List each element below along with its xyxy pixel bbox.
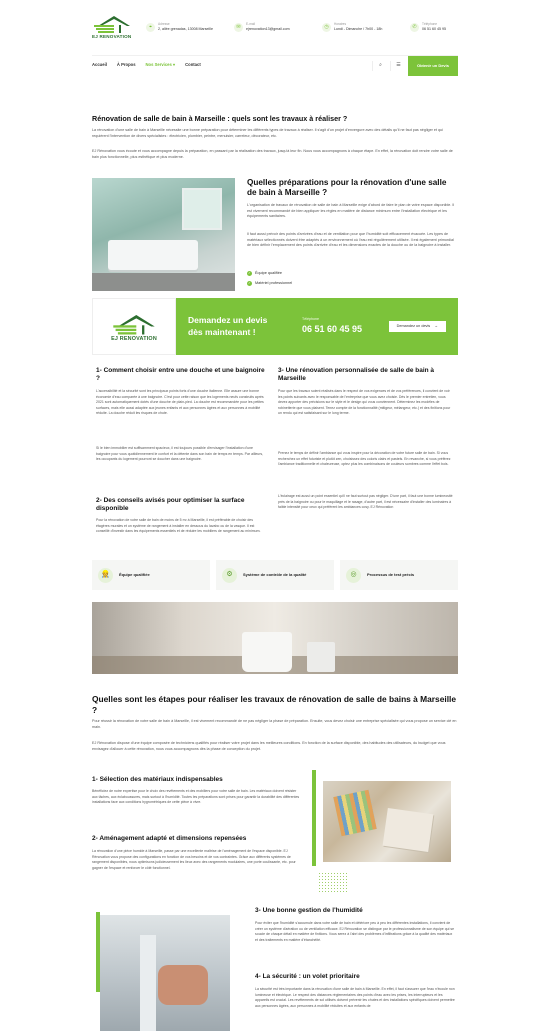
check-item bbox=[247, 281, 292, 287]
clock-icon: ◷ bbox=[322, 23, 331, 32]
column-heading: 1- Comment choisir entre une douche et une baignoire ? bbox=[96, 367, 265, 383]
section-title: Rénovation de salle de bain à Marseille : quels sont les travaux à réaliser ? bbox=[92, 114, 348, 123]
request-quote-button[interactable] bbox=[389, 321, 446, 333]
banner-phone bbox=[302, 317, 362, 335]
materials-image bbox=[323, 781, 451, 862]
main-nav bbox=[92, 55, 458, 75]
quote-banner-content bbox=[176, 298, 458, 355]
paragraph: Pour la rénovation de votre salle de bain de moins de 5 m² à Marseille, il est préférable de choisir des étagères murales et un système de rangement à installer en dessous du lavabo ou de la vasque. Il est conseillé d'investir dans les équipements essentiels et de réduire les mobiliers de rangement au minimum. bbox=[96, 518, 261, 534]
contact-value: 2, allée grenadas, 13008 Marseille bbox=[158, 26, 213, 31]
nav-item-contact[interactable]: Contact bbox=[185, 62, 201, 68]
paragraph: La rénovation d'une pièce humide à Marseille, passe par une excellente maîtrise de l'aménagement de l'espace disponible. EJ Rénovation vous propose des configurations en fonction de vos besoins et de vos contraintes. Grâce aux différents systèmes de rangement disponibles, nous optimisons judicieusement les lieux avec des rangements modulaires, une porte coulissante, etc. pour gagner de l'espace et renforcer le côté fonctionnel. bbox=[92, 849, 296, 870]
nav-item-accueil[interactable]: Accueil bbox=[92, 62, 107, 68]
bathroom-image bbox=[92, 178, 235, 291]
feature-item bbox=[216, 560, 334, 590]
contact-value[interactable]: 06 51 60 45 95 bbox=[422, 26, 446, 31]
contact-label: E-mail bbox=[246, 22, 256, 26]
check-icon: ✓ bbox=[248, 271, 251, 276]
header-top bbox=[92, 12, 458, 42]
contact-info bbox=[146, 22, 460, 32]
logo-text: EJ RENOVATION bbox=[92, 34, 132, 39]
phone-number[interactable]: 06 51 60 45 95 bbox=[302, 323, 363, 334]
paragraph: Pour réussir la rénovation de votre salle de bain à Marseille, il est vivement recommandé de ne pas négliger la phase de préparation. Ensuite, vous devez choisir une entreprise spécialisée qui vous propose un service clé en main. bbox=[92, 719, 457, 729]
feature-label: Équipe qualifiée bbox=[119, 572, 150, 578]
feature-label: Système de contrôle de la qualité bbox=[243, 572, 307, 578]
contact-label: Horaires bbox=[334, 22, 347, 26]
contact-value: Lundi - Dimanche / 7h00 - 18h bbox=[334, 26, 383, 31]
contact-label: Adresse bbox=[158, 22, 170, 26]
house-logo-icon bbox=[111, 310, 157, 336]
contact-label: Téléphone bbox=[422, 22, 438, 26]
plumbing-image bbox=[100, 915, 230, 1031]
column-heading: 3- Une rénovation personnalisée de salle de bain à Marseille bbox=[278, 367, 435, 383]
target-icon: ◎ bbox=[346, 568, 361, 583]
check-label: Équipe qualifiée bbox=[255, 271, 283, 275]
checklist bbox=[247, 271, 292, 290]
phone-icon: ✆ bbox=[410, 23, 419, 32]
house-logo-icon bbox=[92, 12, 132, 34]
features-bar bbox=[92, 560, 458, 590]
paragraph: Si le bien immobilier est suffisamment spacieux, il est toujours possible d'envisager l'installation d'une baignoire pour vous quotidiennement le confort et la détente dans son bain de temps en temps. Par ailleurs, les occupants du logement pourront se doucher dans une baignoire. bbox=[96, 446, 264, 462]
section-title: Quelles sont les étapes pour réaliser les travaux de rénovation de salle de bains à Marseille ? bbox=[92, 694, 457, 715]
mail-icon: ✉ bbox=[234, 23, 243, 32]
contact-value[interactable]: ejrenovation13@gmail.com bbox=[246, 26, 290, 31]
step-heading: 1- Sélection des matériaux indispensables bbox=[92, 776, 223, 783]
contact-email[interactable] bbox=[234, 22, 312, 32]
paragraph: La sécurité est très importante dans la rénovation d'une salle de bain à Marseille. En effet, il faut s'assurer que l'eau n'écoule non lumineuse et électrique. Le respect des distances réglementaires des points d'eau avec les prises, les interrupteurs et les appareils est crucial. Les revêtements de sol utilisés doivent prévenir les chutes et des installations spécifiques doivent permettre aux personnes âgées, aux personnes à mobilité réduites et aux enfants de bbox=[255, 987, 455, 1008]
paragraph: L'éclairage est aussi un point essentiel qu'il ne faut surtout pas négliger. D'une part, il faut une bonne lumineosité près de la baignoire ou pour le maquillage et le rasage, d'autre part, il est nécessaire d'installer des luminaires à faible intensité pour ceux qui préfèrent les ambiances cosy. EJ Rénovation bbox=[278, 494, 453, 510]
nav-item-nos-services[interactable] bbox=[146, 62, 176, 68]
phone-label: Téléphone bbox=[302, 317, 319, 322]
team-icon: 👷 bbox=[98, 568, 113, 583]
paragraph: Il faut aussi prévoir des points d'arrivées d'eau et de ventilation pour que l'humidité soit efficacement évacuée. Les types de matériaux sélectionnés doivent être adaptés à un environnement où l'eau est régulièrement utilisée. Il est également primordial de bien définir l'emplacement des points d'arrivée d'eau et les dimensions exactes de la douche ou de la baignoire à installer. bbox=[247, 232, 454, 248]
column-heading: 2- Des conseils avisés pour optimiser la surface disponible bbox=[96, 497, 245, 513]
request-quote-button-label: Demandez un devis bbox=[396, 323, 431, 328]
paragraph: La rénovation d'une salle de bain à Marseille nécessite une bonne préparation pour déterminer les différents types de travaux à réaliser. Il s'agit d'un projet d'envergure avec des détails qu'il ne faut pas négliger et qui requièrent l'intervention de divers spécialistes : électricien, plombier, peintre, menuisier, carreleur, décorateur, etc. bbox=[92, 128, 443, 138]
check-icon: ✓ bbox=[248, 280, 251, 285]
section-title: Quelles préparations pour la rénovation d'une salle de bain à Marseille ? bbox=[247, 178, 447, 198]
paragraph: Pour éviter que l'humidité s'accumule dans votre salle de bain et détériore peu à peu les différentes installations, il convient de créer un système d'aération ou de ventilation efficace. EJ Rénovation se distingue par le professionnalisme de son équipe qui se soucie de chaque détail en matière de finitions. Vous serez à l'abri des problèmes d'infiltrations grâce à la qualité des matériaux et des traitements en matière d'étanchéité. bbox=[255, 921, 455, 942]
menu-icon[interactable]: ☰ bbox=[390, 61, 400, 71]
logo-text: EJ RENOVATION bbox=[111, 335, 157, 342]
paragraph: Bénéficiez de notre expertise pour le choix des revêtements et des mobiliers pour votre salle de bain. Les matériaux doivent résister aux tâches, aux éclaboussures, mais surtout à l'humidité. Toutes les préparations sont prises pour garantir la durabilité des différentes installations face aux conditions hygrométriques de cette pièce à vivre. bbox=[92, 789, 300, 805]
contact-address bbox=[146, 22, 224, 32]
check-item bbox=[247, 271, 292, 277]
quality-check-icon: ⚙ bbox=[222, 568, 237, 583]
contact-phone[interactable] bbox=[410, 22, 460, 32]
search-icon[interactable]: ⌕ bbox=[372, 61, 382, 71]
chevron-down-icon: ▾ bbox=[173, 62, 176, 68]
paragraph: Prenez le temps de définir l'ambiance qui vous inspire pour la décoration de votre future salle de bain. Si vous recherchez un effet futuriste et plutôt zen, choisissez des coloris clairs et pastels. En revanche, si vous préférez l'ambiance traditionnelle et chaleureuse, optez plus les combinaisons de couleurs sombres comme l'effet bois. bbox=[278, 451, 451, 467]
renovation-tools-image bbox=[92, 602, 458, 674]
step-heading: 2- Aménagement adapté et dimensions repensées bbox=[92, 835, 247, 842]
paragraph: L'organisation de travaux de rénovation de salle de bain à Marseille exige d'abord de faire le plan de votre espace disponible. Il est vivement recommandé de bien appliquer les règles en matière de distance minimum entre l'installation électrique et les équipements sanitaires. bbox=[247, 203, 455, 219]
map-pin-icon: ⌖ bbox=[146, 23, 155, 32]
feature-label: Processus de test précis bbox=[367, 572, 415, 578]
quote-banner bbox=[92, 298, 458, 355]
get-quote-button[interactable]: Obtenir un Devis bbox=[408, 56, 458, 76]
banner-logo bbox=[92, 298, 176, 355]
feature-item bbox=[340, 560, 458, 590]
nav-item-label: Nos Services bbox=[145, 62, 172, 68]
nav-item-a-propos[interactable]: À Propos bbox=[116, 62, 136, 68]
check-label: Matériel professionnel bbox=[255, 280, 293, 285]
contact-hours bbox=[322, 22, 400, 32]
site-logo[interactable] bbox=[92, 12, 132, 42]
arrow-right-icon: → bbox=[434, 323, 438, 328]
step-heading: 3- Une bonne gestion de l'humidité bbox=[255, 907, 363, 914]
decorative-dots bbox=[318, 872, 348, 892]
feature-item bbox=[92, 560, 210, 590]
paragraph: Pour que les travaux soient réalisés dans le respect de vos exigences et de vos préférences, il convient de voir les points suivants avec le responsable de l'entreprise que vous avez choisie. Dès le premier entretien, vous devez apporter des précisions sur le style et le design qui vous conviennent. Déterminez les modèles de robinetterie que vous plaisent. Tenez compte de la fonctionnalité (mitigeur, mélangeur, etc.) et des finitions pour un rendu qui est satisfaisant sur le long terme. bbox=[278, 389, 451, 416]
paragraph: EJ Rénovation dispose d'une équipe composée de techniciens qualifiés pour réaliser votre projet dans les meilleures conditions. En fonction de la surface disponible, des habitudes des utilisateurs, du budget que vous envisagez d'allouer à cette rénovation, nous vous accompagnons dès la phase de conception du projet. bbox=[92, 741, 446, 751]
paragraph: L'accessibilité et la sécurité sont les principaux points forts d'une douche italienne. Elle assure une bonne économie d'eau comparée à une baignoire. C'est pour cette raison que les logements neufs construits après 2021 sont automatiquement dotés d'une douche de plain-pied. La douche est recommandée pour les petites surfaces, mais elle aussi adaptée aux jeunes enfants et aux personnes âgées et aux personnes à mobilité réduite. La douche réduit les risques de chute. bbox=[96, 389, 264, 416]
banner-title: Demandez un devis dès maintenant ! bbox=[188, 315, 268, 337]
paragraph: EJ Rénovation vous écoute et vous accompagne depuis la préparation, en passant par la réalisation des travaux, jusqu'à leur fin. Nous vous accompagnons à chaque étape. En effet, la rénovation doit rendre votre salle de bain plus fonctionnelle, plus esthétique et plus moderne. bbox=[92, 149, 453, 159]
decorative-accent bbox=[312, 770, 316, 866]
step-heading: 4- La sécurité : un volet prioritaire bbox=[255, 973, 360, 980]
